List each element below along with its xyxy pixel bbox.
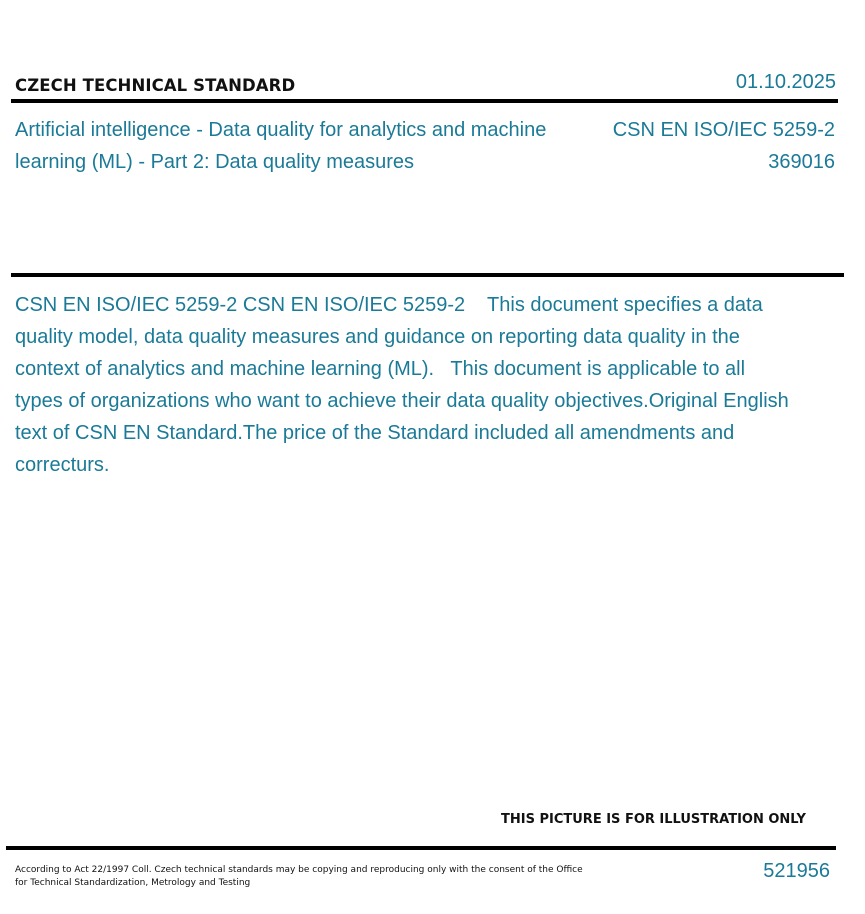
document-code-block (613, 114, 835, 178)
title-divider (11, 273, 844, 277)
class-number: 369016 (768, 151, 835, 173)
legal-notice: According to Act 22/1997 Coll. Czech technical standards may be copying and reproducing only with the consent of the Office for Technical Standardization, Metrology and Testing (15, 865, 583, 888)
standard-type-heading: CZECH TECHNICAL STANDARD (15, 76, 296, 95)
document-title: Artificial intelligence - Data quality for analytics and machine learning (ML) - Part 2: Data quality measures (15, 119, 547, 173)
standard-code: CSN EN ISO/IEC 5259-2 (612, 119, 835, 141)
footer-divider (6, 846, 836, 850)
catalog-id: 521956 (763, 860, 830, 882)
publication-date: 01.10.2025 (735, 71, 836, 93)
document-abstract: CSN EN ISO/IEC 5259-2 CSN EN ISO/IEC 5259-2 This document specifies a data quality model, data quality measures and guidance on reporting data quality in the context of analytics and machine learning (ML). This document is applicable to all types of organizations who want to achieve their data quality objectives.Original English text of CSN EN Standard.The price of the Standard included all amendments and correcturs. (15, 294, 795, 476)
header-divider (11, 99, 838, 103)
illustration-disclaimer: THIS PICTURE IS FOR ILLUSTRATION ONLY (501, 812, 806, 827)
